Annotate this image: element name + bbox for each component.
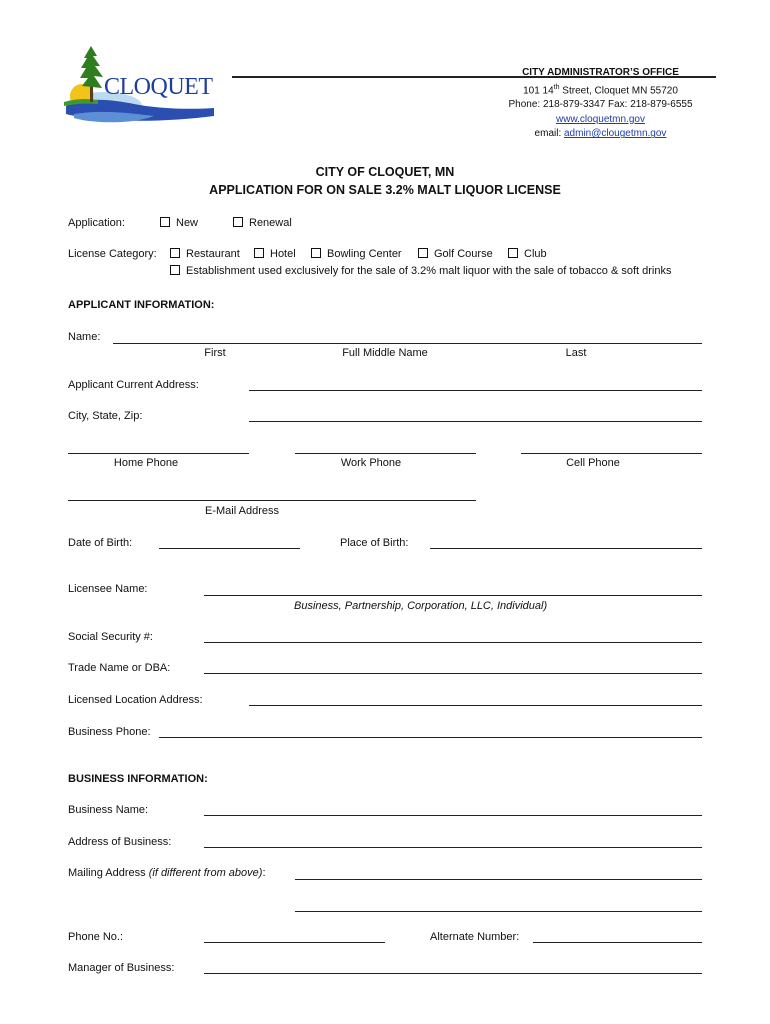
checkbox-icon[interactable] (170, 265, 180, 275)
current-address-field[interactable] (249, 390, 702, 391)
dob-field[interactable] (159, 548, 300, 549)
logo-text: CLOQUET (104, 74, 213, 100)
category-establishment[interactable]: Establishment used exclusively for the sale of 3.2% malt liquor with the sale of tobacco & soft drinks (170, 265, 671, 277)
work-phone-caption: Work Phone (340, 457, 402, 469)
category-golf-course[interactable]: Golf Course (418, 248, 493, 260)
phone-no-field[interactable] (204, 942, 385, 943)
email-link[interactable]: admin@clougetmn.gov (564, 128, 667, 140)
ssn-label: Social Security #: (68, 631, 153, 643)
checkbox-icon[interactable] (170, 248, 180, 258)
city-state-zip-field[interactable] (249, 421, 702, 422)
trade-name-label: Trade Name or DBA: (68, 662, 171, 674)
licensee-name-label: Licensee Name: (68, 583, 148, 595)
category-bowling-center[interactable]: Bowling Center (311, 248, 402, 260)
checkbox-icon[interactable] (233, 217, 243, 227)
checkbox-icon[interactable] (160, 217, 170, 227)
mailing-address-label: Mailing Address (if different from above): (68, 867, 266, 879)
name-field[interactable] (113, 343, 702, 344)
business-phone-field[interactable] (159, 737, 702, 738)
dob-label: Date of Birth: (68, 537, 133, 549)
form-title-line1: CITY OF CLOQUET, MN (315, 165, 455, 179)
mailing-address-field-2[interactable] (295, 911, 702, 912)
licensee-name-hint: Business, Partnership, Corporation, LLC, Individual) (294, 600, 548, 612)
office-address: 101 14th Street, Cloquet MN 55720 (523, 83, 678, 96)
website-link[interactable]: www.cloquetmn.gov (556, 113, 645, 125)
cell-phone-caption: Cell Phone (566, 457, 620, 469)
first-caption: First (204, 347, 226, 359)
checkbox-icon[interactable] (311, 248, 321, 258)
email-caption: E-Mail Address (205, 505, 279, 517)
current-address-label: Applicant Current Address: (68, 379, 199, 391)
manager-label: Manager of Business: (68, 962, 175, 974)
office-phone: Phone: 218-879-3347 Fax: 218-879-6555 (508, 99, 693, 111)
cell-phone-field[interactable] (521, 453, 702, 454)
last-caption: Last (565, 347, 587, 359)
pob-label: Place of Birth: (340, 537, 409, 549)
application-renewal-option[interactable]: Renewal (233, 217, 292, 229)
category-restaurant[interactable]: Restaurant (170, 248, 240, 260)
licensed-location-label: Licensed Location Address: (68, 694, 203, 706)
application-new-option[interactable]: New (160, 217, 198, 229)
licensee-name-field[interactable] (204, 595, 702, 596)
office-contact-block (488, 66, 713, 142)
checkbox-icon[interactable] (418, 248, 428, 258)
email-field[interactable] (68, 500, 476, 501)
pob-field[interactable] (430, 548, 702, 549)
business-phone-label: Business Phone: (68, 726, 151, 738)
city-state-zip-label: City, State, Zip: (68, 410, 143, 422)
home-phone-field[interactable] (68, 453, 249, 454)
business-name-field[interactable] (204, 815, 702, 816)
ssn-field[interactable] (204, 642, 702, 643)
licensed-location-field[interactable] (249, 705, 702, 706)
business-name-label: Business Name: (68, 804, 149, 816)
category-club[interactable]: Club (508, 248, 547, 260)
mailing-address-field[interactable] (295, 879, 702, 880)
city-logo (64, 44, 224, 126)
category-hotel[interactable]: Hotel (254, 248, 296, 260)
form-title-line2: APPLICATION FOR ON SALE 3.2% MALT LIQUOR LICENSE (209, 183, 561, 197)
checkbox-icon[interactable] (254, 248, 264, 258)
manager-field[interactable] (204, 973, 702, 974)
business-address-label: Address of Business: (68, 836, 172, 848)
license-category-label: License Category: (68, 248, 157, 260)
business-section-heading: BUSINESS INFORMATION: (68, 773, 208, 785)
office-name: CITY ADMINISTRATOR’S OFFICE (522, 67, 679, 78)
alternate-number-label: Alternate Number: (430, 931, 520, 943)
home-phone-caption: Home Phone (113, 457, 179, 469)
name-label: Name: (68, 331, 101, 343)
checkbox-icon[interactable] (508, 248, 518, 258)
trade-name-field[interactable] (204, 673, 702, 674)
applicant-section-heading: APPLICANT INFORMATION: (68, 299, 215, 311)
alternate-number-field[interactable] (533, 942, 702, 943)
phone-no-label: Phone No.: (68, 931, 124, 943)
middle-caption: Full Middle Name (342, 347, 428, 359)
work-phone-field[interactable] (295, 453, 476, 454)
application-label: Application: (68, 217, 125, 229)
office-email: email: admin@clougetmn.gov (534, 128, 667, 140)
business-address-field[interactable] (204, 847, 702, 848)
